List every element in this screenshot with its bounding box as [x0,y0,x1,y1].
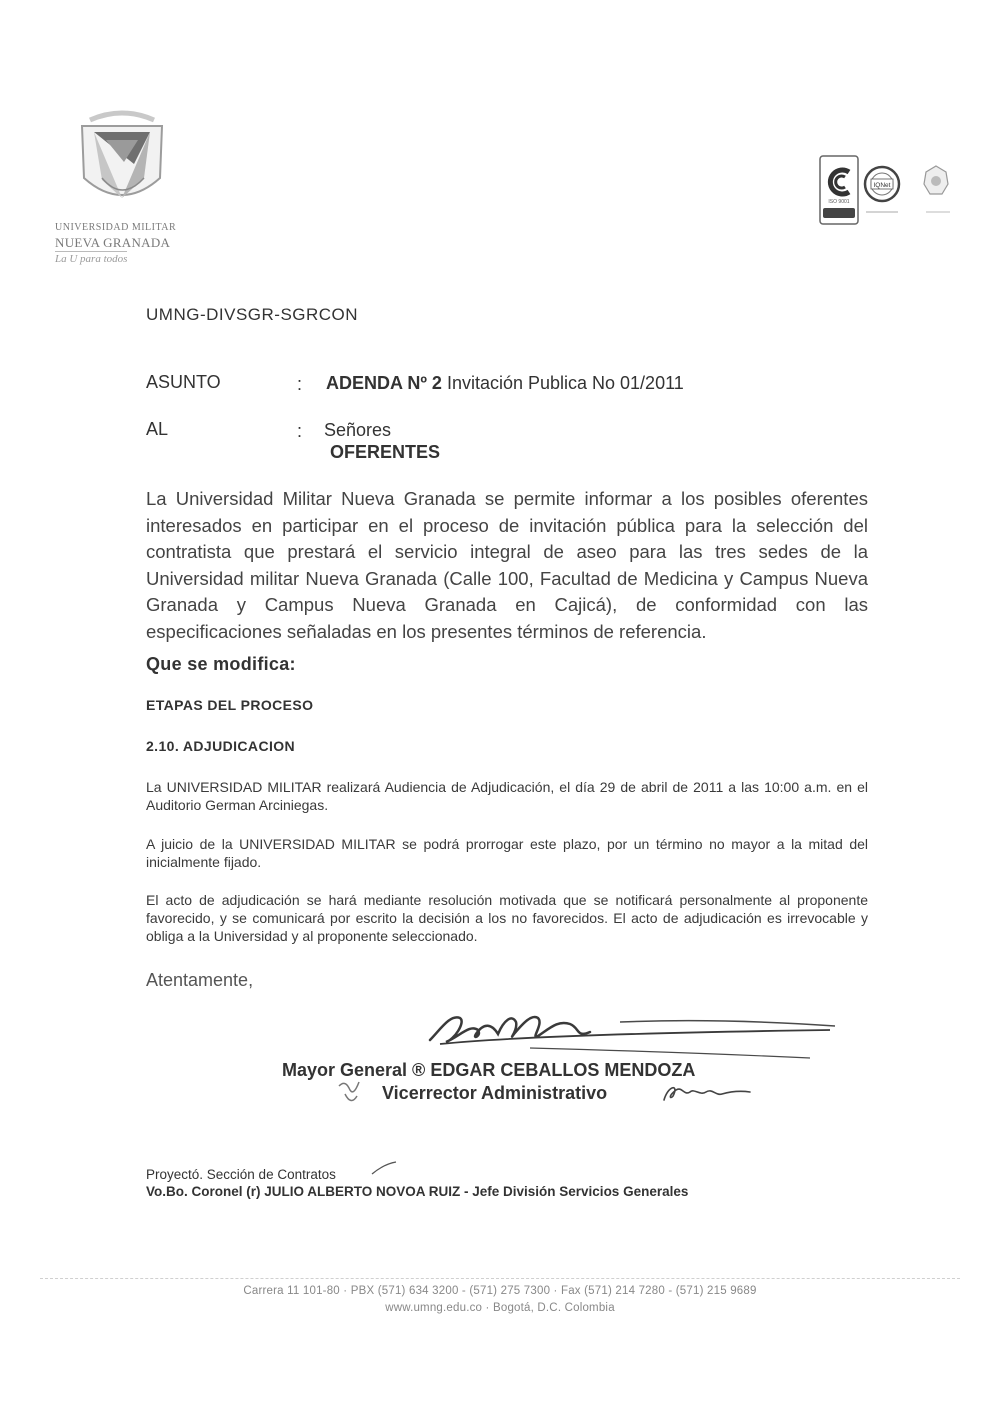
university-crest-icon [72,108,172,218]
adenda-number: ADENDA Nº 2 [326,373,442,393]
vobo-note: Vo.Bo. Coronel (r) JULIO ALBERTO NOVOA RUIZ - Jefe División Servicios Generales [146,1184,689,1199]
asunto-colon: : [297,374,303,394]
signer-title: Vicerrector Administrativo [382,1083,608,1103]
modifica-heading: Que se modifica: [146,654,296,674]
subsection-heading: 2.10. ADJUDICACION [146,738,296,754]
adjudication-paragraph-3: El acto de adjudicación se hará mediante resolución motivada que se notificará personalmente al proponente favorecido, y se comunicará por escrito la decisión a los no favorecidos. El acto de adjudicación es irrevocable y obliga a la Universidad y al proponente seleccionado. [146,892,868,944]
al-recipient-line2 [330,442,440,463]
signer-name: Mayor General ® EDGAR CEBALLOS MENDOZA [282,1060,696,1080]
iso-label: ISO 9001 [828,199,850,205]
adjudication-paragraph-1: La UNIVERSIDAD MILITAR realizará Audiencia de Adjudicación, el día 29 de abril de 2011 a las 10:00 a.m. en el Auditorio German Arciniegas. [146,779,868,813]
al-recipient-line1: Señores [324,420,392,440]
document-reference: UMNG-DIVSGR-SGRCON [146,305,359,324]
logo-university-line1: UNIVERSIDAD MILITAR [55,222,177,233]
body-paragraph: La Universidad Militar Nueva Granada se permite informar a los posibles oferentes interesados en participar en el proceso de invitación pública para la selección del contratista que prestará el servicio integral de aseo para las tres sedes de la Universidad militar Nueva Granada (Calle 100, Facultad de Medicina y Campus Nueva Granada y Campus Nueva Granada en Cajicá), de conformidad con las especificaciones señaladas en los presentes términos de referencia. [146,488,868,642]
iqnet-seal-icon [865,167,899,212]
address-line2: www.umng.edu.co · Bogotá, D.C. Colombia [385,1302,615,1314]
footer-divider [40,1278,960,1279]
icontec-seal-icon [820,156,858,224]
iqnet-label: IQNet [873,182,891,189]
address-line1: Carrera 11 101-80 · PBX (571) 634 3200 - (571) 275 7300 · Fax (571) 214 7280 - (571) 215 9689 [243,1285,757,1297]
initials-scribble-icon [660,1080,752,1108]
invitation-text: Invitación Publica No 01/2011 [446,373,684,393]
adjudication-paragraph-2: A juicio de la UNIVERSIDAD MILITAR se podrá prorrogar este plazo, por un término no mayor a la mitad del inicialmente fijado. [146,836,868,870]
small-scribble-mark-icon [335,1076,371,1110]
university-logo [50,108,180,273]
asunto-value [326,373,684,394]
tick-mark-icon [370,1160,400,1176]
al-colon: : [297,421,303,441]
al-recipient-bold: OFERENTES [330,442,441,462]
asunto-label: ASUNTO [146,372,221,392]
al-label: AL [146,419,169,439]
section-heading: ETAPAS DEL PROCESO [146,697,314,713]
closing: Atentamente, [146,970,254,990]
logo-university-line2: NUEVA GRANADA [55,235,171,250]
proyecto-note: Proyectó. Sección de Contratos [146,1167,336,1182]
accreditation-seal-icon [924,166,950,212]
logo-motto: La U para todos [55,253,128,265]
certification-seals [818,150,958,235]
